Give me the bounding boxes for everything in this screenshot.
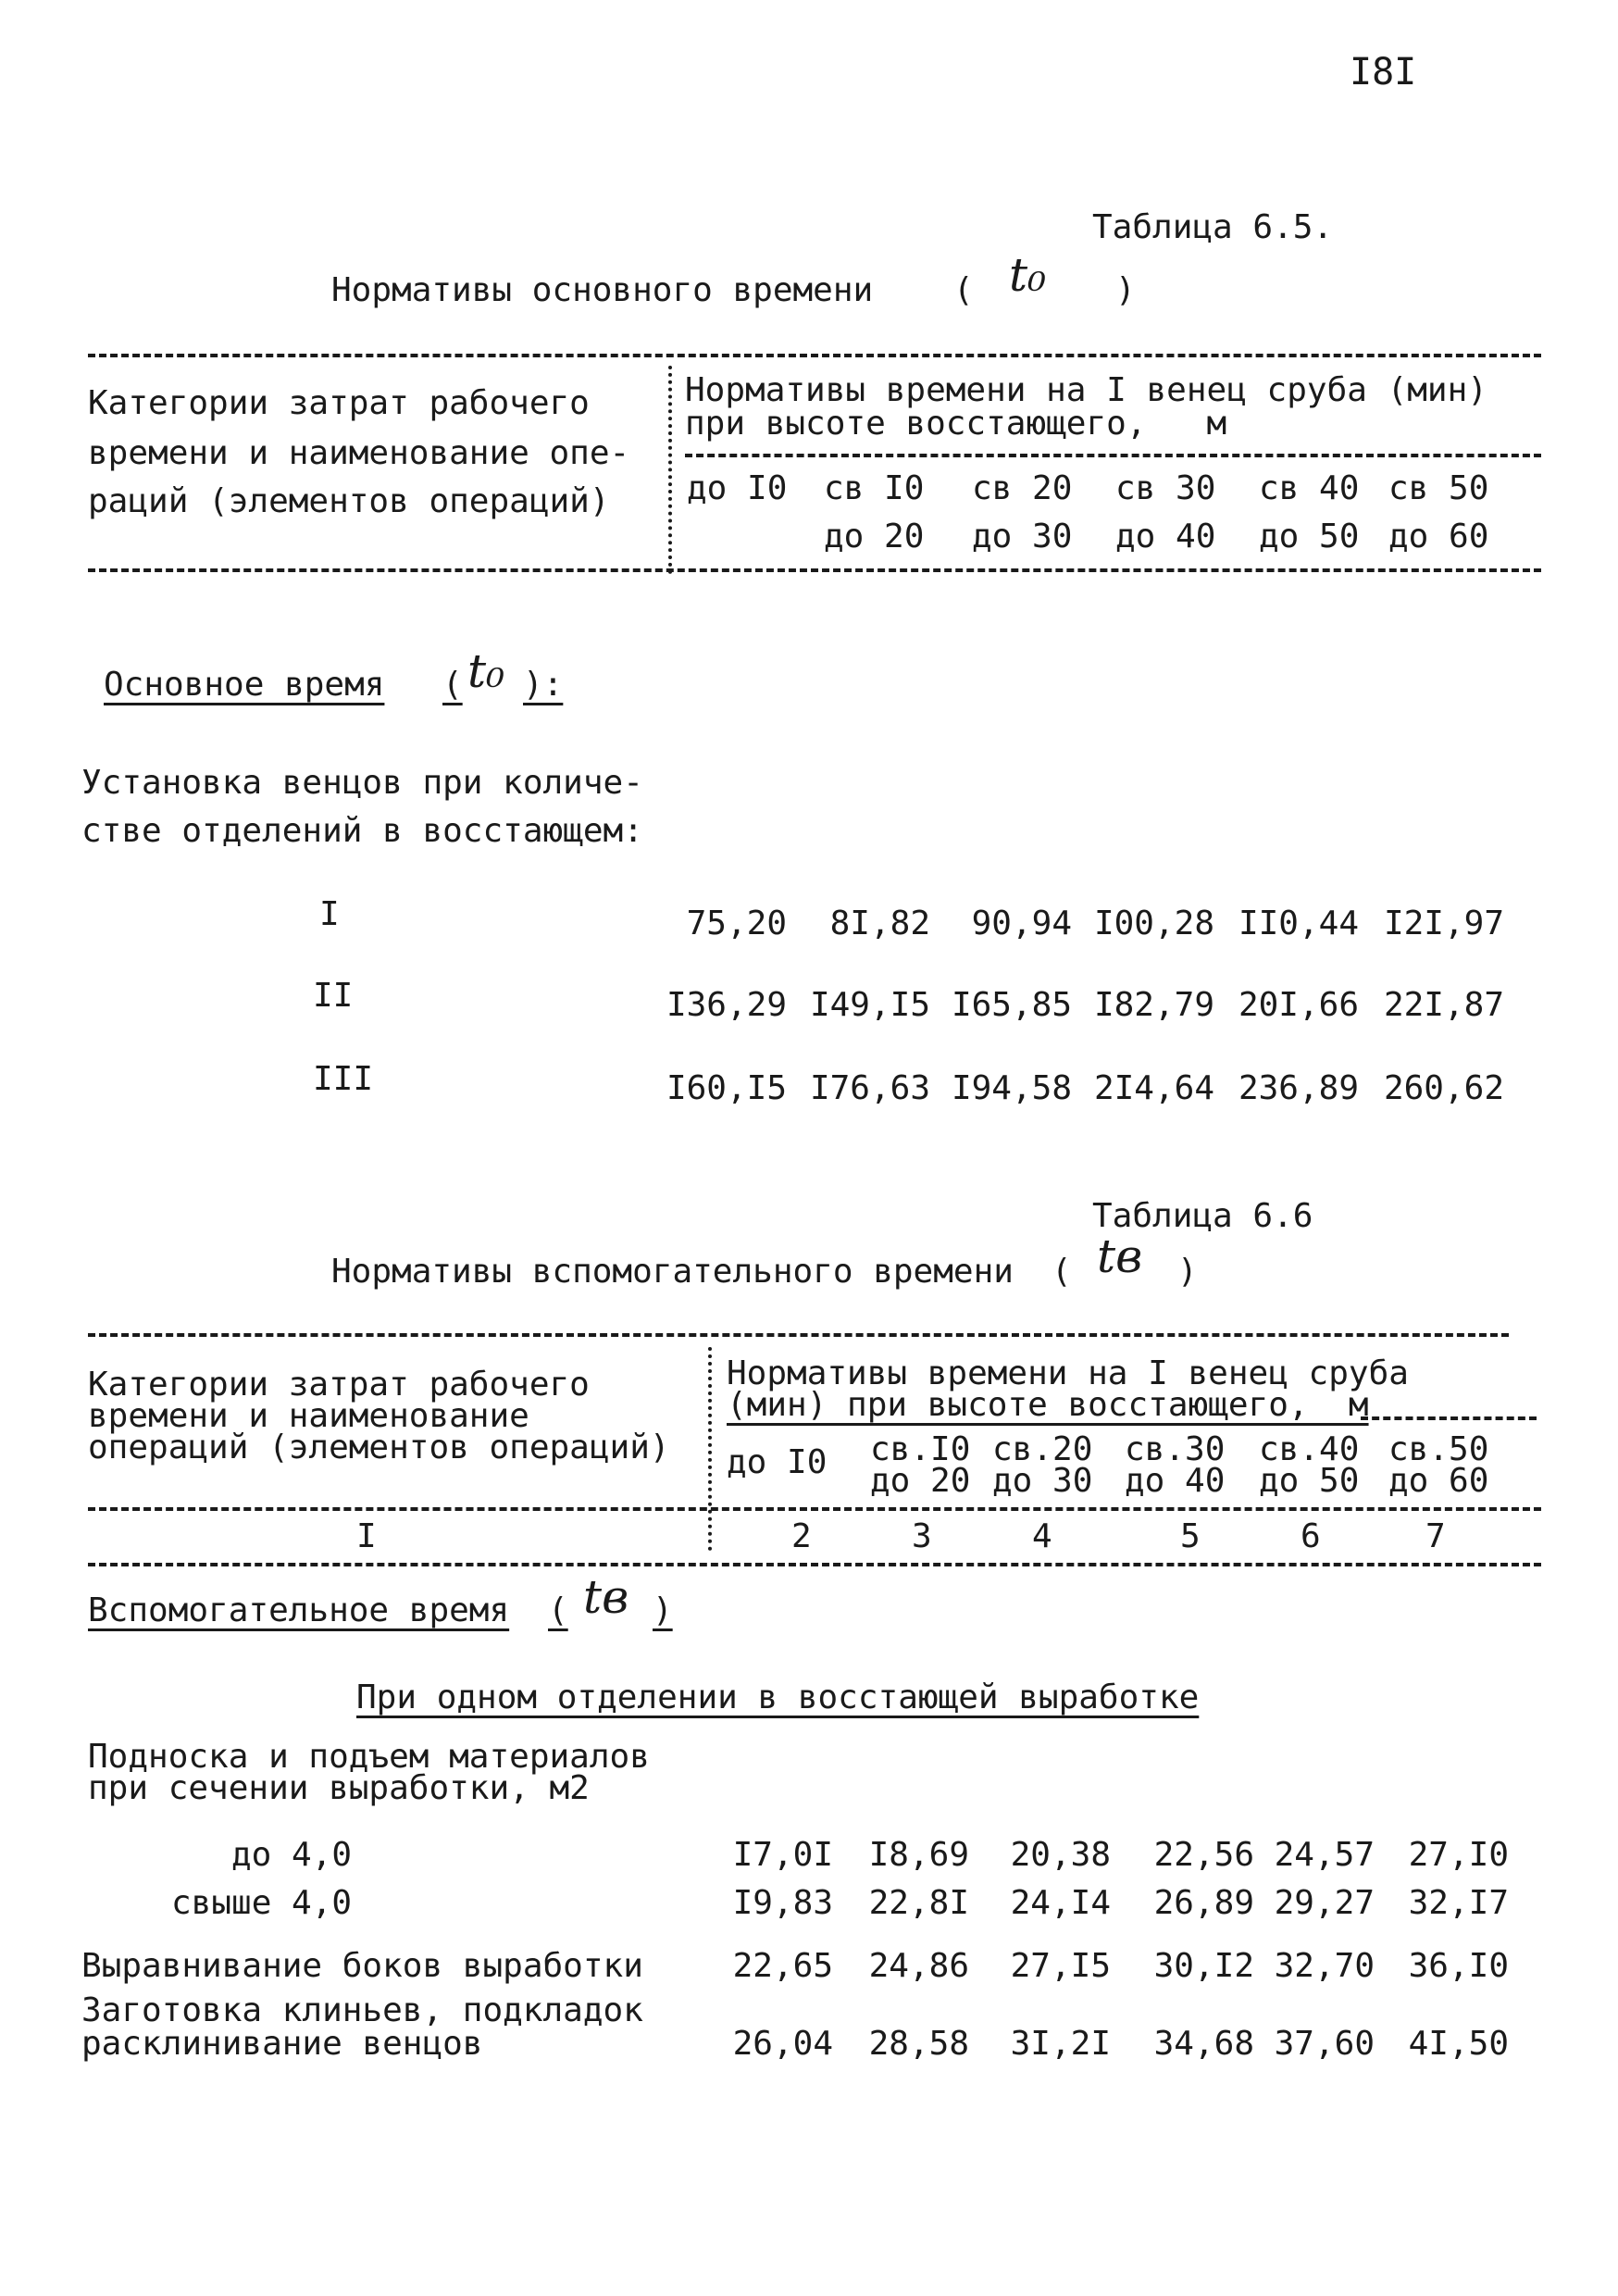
table-6-6-cell: I7,0I	[732, 1836, 833, 1874]
table-6-5-range-from-5: св 40	[1259, 469, 1360, 507]
table-6-6-column-number-3: 3	[912, 1517, 932, 1555]
table-6-6-title-symbol: tв	[1097, 1229, 1143, 1283]
table-6-5-cell: 8I,82	[829, 905, 930, 942]
table-6-5-section-paren-open: (	[442, 666, 463, 704]
table-6-6-head-left-3: операций (элементов операций)	[88, 1429, 670, 1466]
table-6-6-range-from-1: до I0	[727, 1443, 828, 1481]
table-6-5-cell: 260,62	[1383, 1069, 1504, 1107]
table-6-6-head-right-2: (мин) при высоте восстающего, м	[727, 1386, 1369, 1424]
table-6-6-title-paren-open: (	[1052, 1253, 1072, 1291]
table-6-6-column-number-4: 4	[1032, 1517, 1052, 1555]
table-6-5-range-to-6: до 60	[1388, 518, 1489, 555]
table-6-6-range-from-4: св.30	[1125, 1430, 1226, 1468]
table-6-6-cell: 4I,50	[1408, 2025, 1509, 2063]
table-6-6-caption: Таблица 6.6	[1092, 1197, 1313, 1235]
table-6-5-row-label: III	[313, 1060, 374, 1098]
table-6-6-title: Нормативы вспомогательного времени	[331, 1253, 1014, 1291]
table-6-6-range-to-5: до 50	[1259, 1462, 1360, 1500]
table-6-5-title-paren-close: )	[1115, 271, 1136, 309]
table-6-6-column-number-1: I	[356, 1517, 377, 1555]
table-6-6-range-from-2: св.I0	[870, 1430, 971, 1468]
table-6-6-range-to-6: до 60	[1388, 1462, 1489, 1500]
table-6-6-cell: 37,60	[1274, 2025, 1375, 2063]
table-6-5-section-title: Основное время	[104, 666, 385, 704]
table-6-5-column-divider	[668, 366, 672, 574]
table-6-6-cell: 26,89	[1153, 1884, 1254, 1922]
table-6-5-cell: I36,29	[666, 986, 787, 1024]
table-6-5-head-mid-rule	[685, 454, 1541, 457]
table-6-5-range-to-3: до 30	[972, 518, 1073, 555]
table-6-6-cell: 27,I0	[1408, 1836, 1509, 1874]
table-6-6-cell: 32,70	[1274, 1947, 1375, 1985]
table-6-6-head-left-1: Категории затрат рабочего	[88, 1366, 590, 1404]
table-6-6-cell: 30,I2	[1153, 1947, 1254, 1985]
table-6-6-section-symbol: tв	[583, 1570, 629, 1624]
table-6-6-cell: 24,57	[1274, 1836, 1375, 1874]
table-6-6-head-left-2: времени и наименование	[88, 1397, 529, 1435]
table-6-5-cell: I76,63	[809, 1069, 930, 1107]
table-6-6-range-from-3: св.20	[992, 1430, 1093, 1468]
table-6-5-title-symbol: t₀	[1009, 248, 1047, 302]
table-6-6-column-number-2: 2	[791, 1517, 812, 1555]
table-6-6-cell: 3I,2I	[1010, 2025, 1111, 2063]
table-6-5-group-label-1: Установка венцов при количе-	[81, 764, 643, 802]
table-6-5-cell: I82,79	[1093, 986, 1214, 1024]
table-6-6-cell: 34,68	[1153, 2025, 1254, 2063]
table-6-6-range-from-5: св.40	[1259, 1430, 1360, 1468]
table-6-6-top-rule	[88, 1333, 1509, 1337]
table-6-5-section-symbol: t₀	[467, 644, 505, 698]
table-6-6-cell: 22,56	[1153, 1836, 1254, 1874]
table-6-5-range-from-3: св 20	[972, 469, 1073, 507]
table-6-5-caption: Таблица 6.5.	[1092, 208, 1334, 246]
table-6-5-cell: 2I4,64	[1093, 1069, 1214, 1107]
table-6-6-column-number-7: 7	[1425, 1517, 1446, 1555]
table-6-6-section-paren-open: (	[548, 1591, 568, 1629]
table-6-6-row-label: свыше 4,0	[171, 1884, 353, 1922]
table-6-6-group-label-2: при сечении выработки, м2	[88, 1769, 590, 1807]
table-6-6-cell: 22,8I	[868, 1884, 969, 1922]
table-6-5-head-left-3: раций (элементов операций)	[88, 482, 610, 520]
table-6-5-cell: I60,I5	[666, 1069, 787, 1107]
table-6-5-range-to-4: до 40	[1115, 518, 1216, 555]
table-6-6-group-label-1: Подноска и подъем материалов	[88, 1738, 650, 1776]
table-6-6-numbers-rule	[88, 1563, 1541, 1566]
table-6-6-row-label: Выравнивание боков выработки	[81, 1947, 643, 1985]
table-6-6-section-paren-close: )	[653, 1591, 673, 1629]
table-6-6-title-paren-close: )	[1177, 1253, 1198, 1291]
table-6-5-head-left-1: Категории затрат рабочего	[88, 384, 590, 422]
table-6-5-range-from-6: св 50	[1388, 469, 1489, 507]
table-6-6-row-label: до 4,0	[231, 1836, 353, 1874]
table-6-5-cell: I2I,97	[1383, 905, 1504, 942]
table-6-6-cell: 26,04	[732, 2025, 833, 2063]
table-6-5-row-label: II	[313, 977, 354, 1015]
table-6-6-column-divider	[708, 1347, 712, 1551]
table-6-6-range-to-3: до 30	[992, 1462, 1093, 1500]
table-6-5-title: Нормативы основного времени	[331, 271, 874, 309]
table-6-5-head-right-2: при высоте восстающего, м	[685, 405, 1227, 443]
table-6-5-cell: 90,94	[971, 905, 1072, 942]
table-6-5-section-paren-close: ):	[523, 666, 564, 704]
table-6-5-range-to-2: до 20	[824, 518, 925, 555]
table-6-5-bottom-rule	[88, 568, 1541, 572]
table-6-5-range-from-1: до I0	[687, 469, 788, 507]
table-6-5-top-rule	[88, 354, 1541, 357]
table-6-5-row-label: I	[319, 895, 340, 933]
table-6-6-cell: 20,38	[1010, 1836, 1111, 1874]
table-6-5-cell: I94,58	[951, 1069, 1072, 1107]
table-6-5-range-from-2: св I0	[824, 469, 925, 507]
table-6-6-cell: 24,I4	[1010, 1884, 1111, 1922]
table-6-6-range-to-4: до 40	[1125, 1462, 1226, 1500]
table-6-5-group-label-2: стве отделений в восстающем:	[81, 812, 643, 850]
table-6-5-title-paren-open: (	[953, 271, 974, 309]
table-6-6-row-label-2: расклинивание венцов	[81, 2025, 483, 2063]
table-6-6-cell: 22,65	[732, 1947, 833, 1985]
table-6-6-subsection-title: При одном отделении в восстающей выработке	[356, 1678, 1200, 1716]
table-6-6-head-right-1: Нормативы времени на I венец сруба	[727, 1354, 1409, 1392]
table-6-5-cell: I65,85	[951, 986, 1072, 1024]
table-6-6-cell: 29,27	[1274, 1884, 1375, 1922]
table-6-6-cell: 27,I5	[1010, 1947, 1111, 1985]
table-6-6-range-from-6: св.50	[1388, 1430, 1489, 1468]
table-6-6-column-number-6: 6	[1301, 1517, 1321, 1555]
table-6-5-head-left-2: времени и наименование опе-	[88, 434, 630, 472]
table-6-5-cell: I49,I5	[809, 986, 930, 1024]
table-6-6-cell: I9,83	[732, 1884, 833, 1922]
table-6-5-head-right-1: Нормативы времени на I венец сруба (мин)	[685, 371, 1487, 409]
table-6-5-cell: II0,44	[1238, 905, 1359, 942]
table-6-5-cell: 20I,66	[1238, 986, 1359, 1024]
table-6-5-cell: 22I,87	[1383, 986, 1504, 1024]
table-6-6-cell: I8,69	[868, 1836, 969, 1874]
table-6-6-range-to-2: до 20	[870, 1462, 971, 1500]
table-6-5-cell: 75,20	[686, 905, 787, 942]
table-6-6-column-number-5: 5	[1180, 1517, 1201, 1555]
table-6-6-head-bottom-rule	[88, 1507, 1541, 1511]
table-6-5-range-from-4: св 30	[1115, 469, 1216, 507]
table-6-5-cell: 236,89	[1238, 1069, 1359, 1107]
table-6-6-section-title: Вспомогательное время	[88, 1591, 510, 1629]
table-6-6-cell: 36,I0	[1408, 1947, 1509, 1985]
table-6-6-row-label: Заготовка клиньев, подкладок	[81, 1991, 643, 2029]
table-6-6-head-mid-rule	[1361, 1416, 1537, 1420]
table-6-5-range-to-5: до 50	[1259, 518, 1360, 555]
table-6-6-cell: 32,I7	[1408, 1884, 1509, 1922]
table-6-5-cell: I00,28	[1093, 905, 1214, 942]
table-6-6-cell: 28,58	[868, 2025, 969, 2063]
page-number: I8I	[1350, 51, 1417, 94]
table-6-6-cell: 24,86	[868, 1947, 969, 1985]
